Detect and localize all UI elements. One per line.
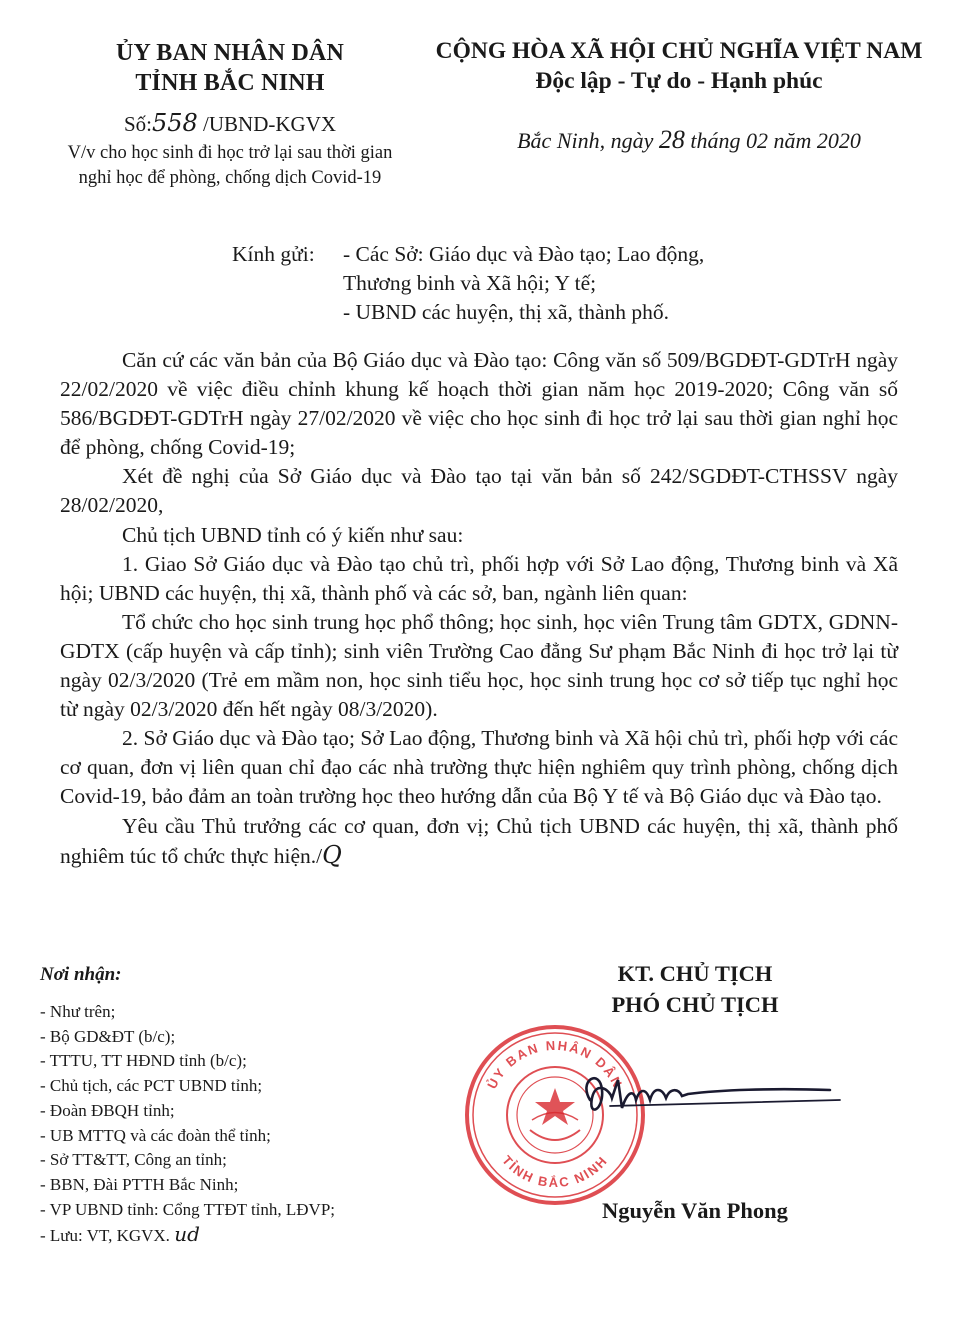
distribution-item: - Bộ GD&ĐT (b/c); [40,1026,176,1046]
nation-title: CỘNG HÒA XÃ HỘI CHỦ NGHĨA VIỆT NAM [435,38,923,64]
addressees-label: Kính gửi: [232,242,315,266]
body-paragraph: Căn cứ các văn bản của Bộ Giáo dục và Đào tạo: Công văn số 509/BGDĐT-GDTrH ngày 22/02/2020 về việc điều chỉnh khung kế hoạch thời gian năm học 2019-2020; Công văn số 586/BGDĐT-GDTrH ngày 27/02/2020 về việc cho học sinh đi học trở lại sau thời gian nghỉ học để phòng, chống Covid-19; [60,348,898,460]
distribution-item: - TTTU, TT HĐND tỉnh (b/c); [40,1051,247,1071]
distribution-list [40,962,460,1249]
body-paragraph: Tổ chức cho học sinh trung học phổ thông; học sinh, học viên Trung tâm GDTX, GDNN-GDTX (cấp huyện và cấp tỉnh); sinh viên Trường Cao đẳng Sư phạm Bắc Ninh đi học trở lại từ ngày 02/3/2020 (Trẻ em mầm non, học sinh tiểu học, học sinh trung học cơ sở tiếp tục nghỉ học từ ngày 02/3/2020 đến hết ngày 08/3/2020). [60,609,898,722]
distribution-item: - UB MTTQ và các đoàn thể tỉnh; [40,1125,271,1145]
number-label: Số: [123,112,152,136]
subject-line2: nghỉ học để phòng, chống dịch Covid-19 [78,168,382,188]
signature-icon [570,1060,860,1130]
addressee-line: - Các Sở: Giáo dục và Đào tạo; Lao động, [343,242,705,266]
national-header [432,36,926,155]
distribution-item: - BBN, Đài PTTH Bắc Ninh; [40,1174,239,1194]
addressee-line: Thương binh và Xã hội; Y tế; [343,271,597,295]
number-suffix: /UBND-KGVX [197,112,337,136]
issuer-name-line1: ỦY BAN NHÂN DÂN [115,40,345,66]
signer-authority: KT. CHỦ TỊCH [617,961,773,986]
distribution-item: - Chủ tịch, các PCT UBND tỉnh; [40,1076,263,1096]
body-paragraph: Xét đề nghị của Sở Giáo dục và Đào tạo tại văn bản số 242/SGDĐT-CTHSSV ngày 28/02/2020, [60,464,898,518]
distribution-item: - Đoàn ĐBQH tỉnh; [40,1100,175,1120]
date-suffix: tháng 02 năm 2020 [684,128,861,153]
subject-line1: V/v cho học sinh đi học trở lại sau thời gian [67,143,393,163]
seal-text-bottom: TỈNH BẮC NINH [499,1152,611,1191]
distribution-item: - VP UBND tỉnh: Cổng TTĐT tỉnh, LĐVP; [40,1199,336,1219]
body-paragraph-closing [60,812,898,871]
document-body [60,346,898,871]
issuer-header [30,38,430,191]
distribution-item: - Như trên; [40,1002,116,1021]
archive-initial: ud [174,1222,200,1247]
body-paragraph: 1. Giao Sở Giáo dục và Đào tạo chủ trì, phối hợp với Sở Lao động, Thương binh và Xã hội; UBND các huyện, thị xã, thành phố và các sở, ban, ngành liên quan: [60,551,898,605]
handwritten-initial: Q [322,840,342,869]
seal-text-top: ỦY BAN NHÂN DÂN [484,1037,626,1092]
signer-position: PHÓ CHỦ TỊCH [611,992,779,1017]
issue-date [432,126,926,155]
document-number [30,110,430,137]
body-paragraph: 2. Sở Giáo dục và Đào tạo; Sở Lao động, Thương binh và Xã hội chủ trì, phối hợp với các cơ quan, đơn vị liên quan chỉ đạo các nhà trường thực hiện nghiêm quy trình phòng, chống dịch Covid-19, bảo đảm an toàn trường học theo hướng dẫn của Bộ Y tế và Bộ Giáo dục và Đào tạo. [60,726,898,809]
date-prefix: Bắc Ninh, ngày [517,128,659,153]
addressees [232,240,872,327]
distribution-title: Nơi nhận: [40,964,122,985]
date-day: 28 [658,125,685,154]
body-paragraph: Chủ tịch UBND tỉnh có ý kiến như sau: [122,522,464,547]
issuer-name-line2: TỈNH BẮC NINH [135,70,325,96]
number-value: 558 [151,109,198,137]
distribution-item: - Sở TT&TT, Công an tỉnh; [40,1150,227,1170]
svg-text:TỈNH BẮC NINH [499,1153,611,1191]
distribution-item-archive: - Lưu: VT, KGVX. ud [40,1222,200,1247]
motto: Độc lập - Tự do - Hạnh phúc [535,68,823,94]
closing-text: Yêu cầu Thủ trưởng các cơ quan, đơn vị; Chủ tịch UBND các huyện, thị xã, thành phố nghiêm túc tổ chức thực hiện./ [60,813,898,868]
signer-name: Nguyễn Văn Phong [602,1198,788,1223]
addressee-line: - UBND các huyện, thị xã, thành phố. [343,300,670,324]
